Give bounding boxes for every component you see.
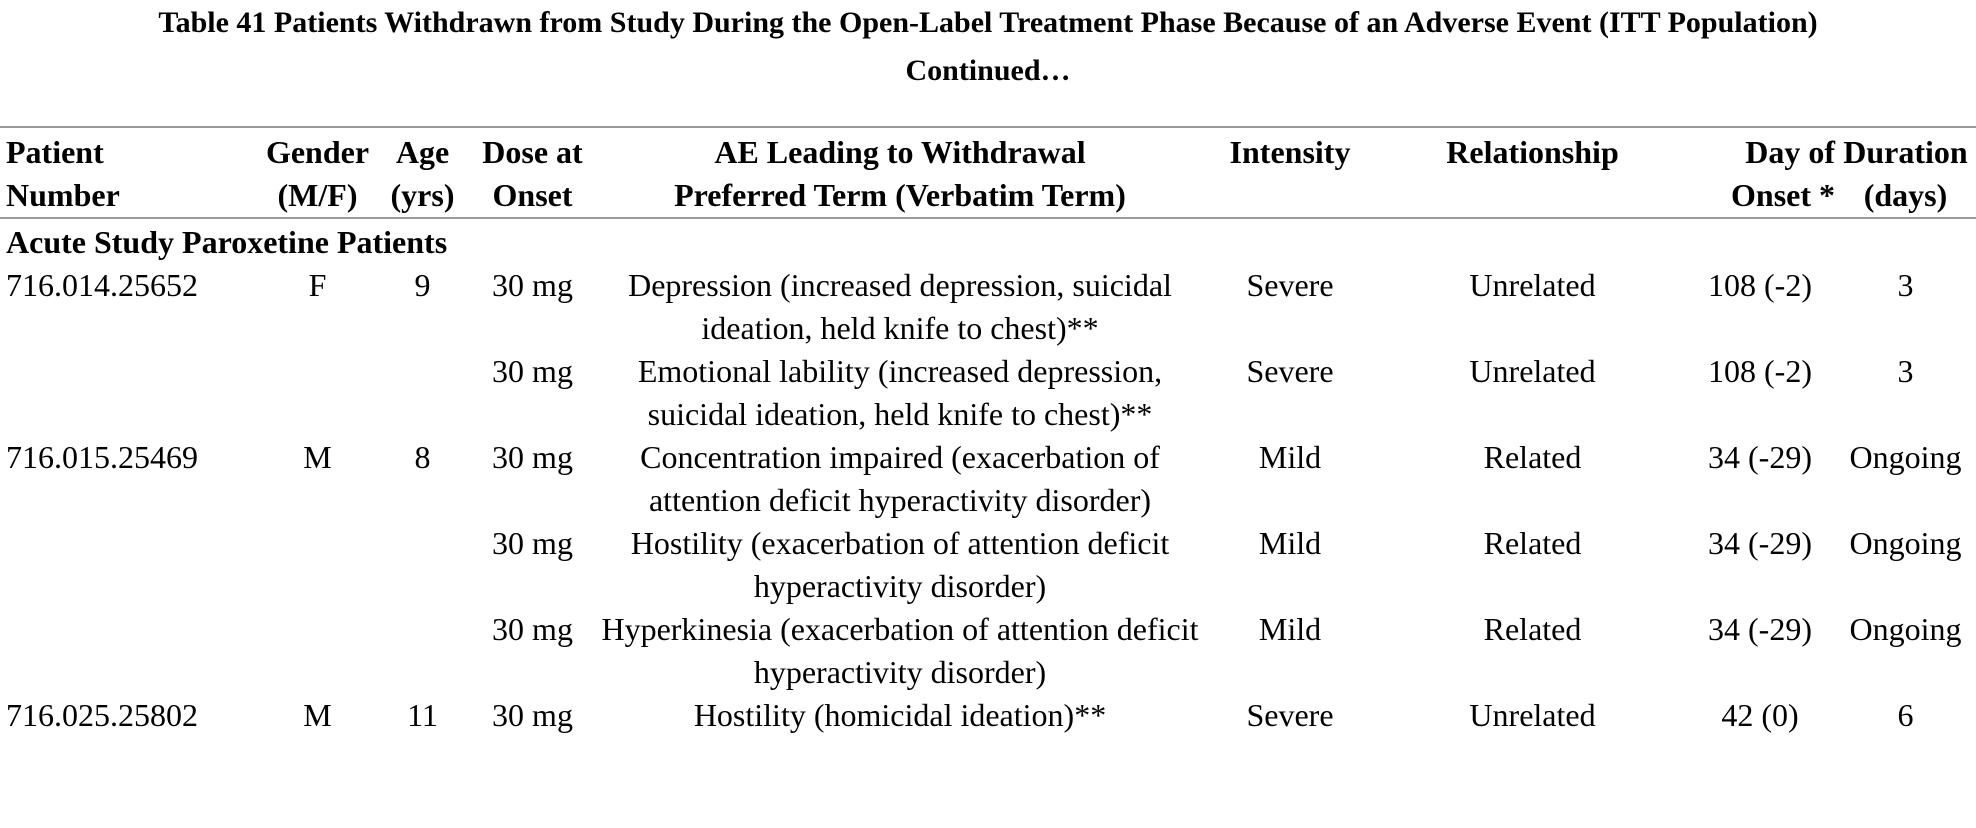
cell-relationship: Unrelated [1469, 267, 1596, 303]
header-patient-number [0, 127, 255, 218]
cell-ae-term: Depression (increased depression, suicidal ideation, held knife to chest)** [628, 267, 1172, 346]
cell-ae-term: Hostility (homicidal ideation)** [693, 697, 1107, 733]
cell-day-of-onset: 108 (-2) [1708, 353, 1812, 389]
cell-duration: Ongoing [1849, 525, 1962, 561]
cell-patient-number [0, 522, 255, 608]
cell-gender [255, 608, 380, 694]
header-dose-line2: Onset [492, 177, 573, 213]
header-gender [255, 127, 380, 218]
header-day-of-onset-line1: Day of [1745, 134, 1835, 170]
table-row [0, 694, 1976, 737]
cell-patient-number: 716.025.25802 [6, 697, 198, 733]
cell-patient-number [0, 608, 255, 694]
cell-day-of-onset: 34 (-29) [1708, 611, 1812, 647]
header-relationship [1380, 127, 1685, 218]
cell-dose: 30 mg [492, 267, 573, 303]
cell-day-of-onset: 34 (-29) [1708, 439, 1812, 475]
cell-day-of-onset: 42 (0) [1721, 697, 1799, 733]
header-duration-line2: (days) [1863, 177, 1948, 213]
table-row [0, 522, 1976, 608]
cell-ae-term: Hostility (exacerbation of attention deficit hyperactivity disorder) [630, 525, 1170, 604]
group-label: Acute Study Paroxetine Patients [6, 224, 448, 260]
cell-dose: 30 mg [492, 439, 573, 475]
cell-intensity: Severe [1246, 267, 1334, 303]
cell-intensity: Mild [1258, 525, 1322, 561]
header-duration [1835, 127, 1976, 218]
header-age-line2: (yrs) [390, 177, 455, 213]
header-age [380, 127, 465, 218]
cell-ae-term: Hyperkinesia (exacerbation of attention deficit hyperactivity disorder) [601, 611, 1199, 690]
cell-gender: F [308, 267, 327, 303]
table-continued-label: Continued… [905, 54, 1071, 87]
cell-gender [255, 350, 380, 436]
cell-age [380, 608, 465, 694]
cell-intensity: Severe [1246, 697, 1334, 733]
cell-age [380, 522, 465, 608]
cell-relationship: Related [1483, 439, 1582, 475]
header-row [0, 127, 1976, 218]
header-gender-line1: Gender [265, 134, 370, 170]
header-day-of-onset [1685, 127, 1835, 218]
cell-age [380, 350, 465, 436]
cell-patient-number: 716.014.25652 [6, 267, 198, 303]
cell-intensity: Mild [1258, 439, 1322, 475]
header-dose [465, 127, 600, 218]
table-row [0, 436, 1976, 522]
cell-duration: 6 [1897, 697, 1914, 733]
cell-dose: 30 mg [492, 525, 573, 561]
header-ae-term-line1: AE Leading to Withdrawal [714, 134, 1086, 170]
cell-age: 8 [414, 439, 431, 475]
table-row [0, 264, 1976, 350]
header-age-line1: Age [395, 134, 450, 170]
cell-age: 9 [414, 267, 431, 303]
cell-intensity: Mild [1258, 611, 1322, 647]
cell-relationship: Related [1483, 611, 1582, 647]
header-intensity-line1: Intensity [1229, 134, 1351, 170]
cell-patient-number [0, 350, 255, 436]
cell-dose: 30 mg [492, 697, 573, 733]
cell-age: 11 [407, 697, 438, 733]
cell-relationship: Related [1483, 525, 1582, 561]
cell-patient-number: 716.015.25469 [6, 439, 198, 475]
header-duration-line1: Duration [1843, 134, 1968, 170]
header-intensity [1200, 127, 1380, 218]
cell-gender: M [303, 697, 332, 733]
header-patient-number-line2: Number [6, 177, 120, 213]
cell-relationship: Unrelated [1469, 697, 1596, 733]
cell-gender: M [303, 439, 332, 475]
cell-duration: 3 [1897, 353, 1914, 389]
header-gender-line2: (M/F) [277, 177, 358, 213]
header-ae-term [600, 127, 1200, 218]
cell-dose: 30 mg [492, 353, 573, 389]
cell-intensity: Severe [1246, 353, 1334, 389]
cell-day-of-onset: 108 (-2) [1708, 267, 1812, 303]
cell-duration: Ongoing [1849, 611, 1962, 647]
header-relationship-line1: Relationship [1446, 134, 1619, 170]
adverse-event-table [0, 126, 1976, 737]
cell-ae-term: Concentration impaired (exacerbation of attention deficit hyperactivity disorder) [640, 439, 1160, 518]
group-row [0, 218, 1976, 264]
table-row [0, 608, 1976, 694]
header-patient-number-line1: Patient [6, 134, 104, 170]
cell-day-of-onset: 34 (-29) [1708, 525, 1812, 561]
table-row [0, 350, 1976, 436]
cell-gender [255, 522, 380, 608]
header-dose-line1: Dose at [482, 134, 583, 170]
cell-duration: 3 [1897, 267, 1914, 303]
cell-ae-term: Emotional lability (increased depression, suicidal ideation, held knife to chest)** [637, 353, 1163, 432]
cell-dose: 30 mg [492, 611, 573, 647]
header-day-of-onset-line2: Onset * [1731, 177, 1835, 213]
table-title: Table 41 Patients Withdrawn from Study During the Open-Label Treatment Phase Because of an Adverse Event (ITT Population) [158, 6, 1818, 39]
cell-relationship: Unrelated [1469, 353, 1596, 389]
cell-duration: Ongoing [1849, 439, 1962, 475]
header-ae-term-line2: Preferred Term (Verbatim Term) [674, 177, 1126, 213]
